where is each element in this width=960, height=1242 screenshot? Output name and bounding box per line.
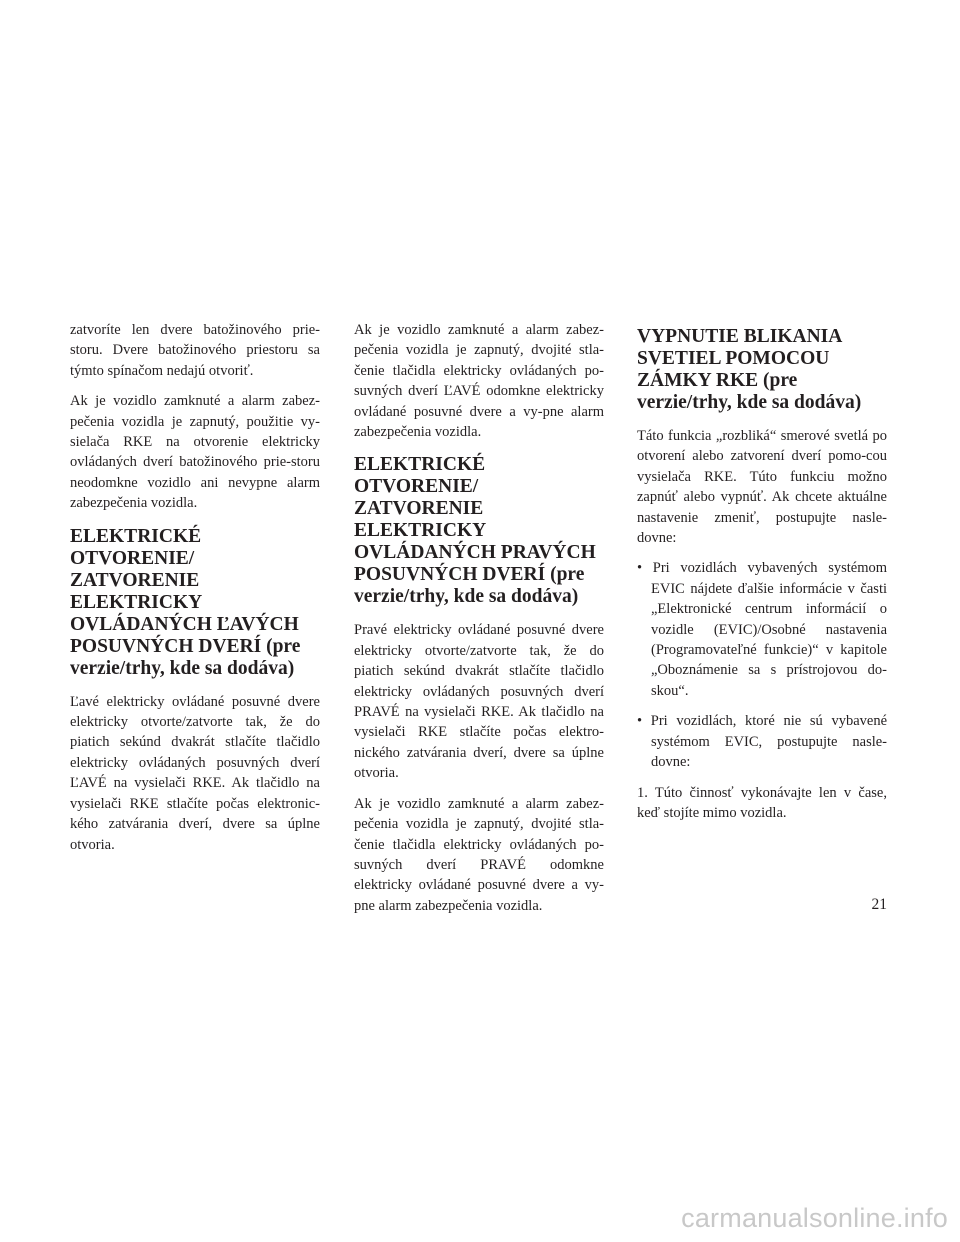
paragraph: Ak je vozidlo zamknuté a alarm zabez-pečenia vozidla je zapnutý, použitie vy-sielača RKE na otvorenie elektricky ovládaných dverí batožinového prie-storu neodomkne vozidlo ani nevypne alarm zabezpečenia vozidla. (70, 393, 320, 512)
watermark: carmanualsonline.info (681, 1203, 948, 1233)
bullet-marker: • (637, 560, 643, 577)
paragraph: Ľavé elektricky ovládané posuvné dvere elektricky otvorte/zatvorte tak, že do piatich sekúnd dvakrát stlačíte tlačidlo elektricky ovládaných posuvných dverí ĽAVÉ na vysielači RKE. Ak tlačidlo na vysielači RKE stlačíte počas elektronic-kého zatvárania dverí, dvere sa úplne otvoria. (70, 693, 320, 853)
paragraph: Táto funkcia „rozbliká“ smerové svetlá po otvorení alebo zatvorení dverí pomo-cou vysielača RKE. Túto funkciu možno zapnúť alebo vypnúť. Ak chcete aktuálne nastavenie zmeniť, postupujte nasle-dovne: (637, 428, 887, 547)
numbered-step: 1. Túto činnosť vykonávajte len v čase, keď stojíte mimo vozidla. (637, 784, 887, 821)
section-heading: ELEKTRICKÉ OTVORENIE/ ZATVORENIE ELEKTRICKY OVLÁDANÝCH PRAVÝCH POSUVNÝCH DVERÍ (pre verzie/trhy, kde sa dodáva) (354, 454, 596, 608)
paragraph: zatvoríte len dvere batožinového prie-storu. Dvere batožinového priestoru sa týmto spínačom nedajú otvoriť. (70, 322, 320, 379)
section-heading: VYPNUTIE BLIKANIA SVETIEL POMOCOU ZÁMKY RKE (pre verzie/trhy, kde sa dodáva) (637, 326, 862, 413)
bullet-marker: • (637, 713, 643, 730)
paragraph: Pravé elektricky ovládané posuvné dvere elektricky otvorte/zatvorte tak, že do piatich sekúnd dvakrát stlačíte tlačidlo elektricky ovládaných posuvných dverí PRAVÉ na vysielači RKE. Ak tlačidlo na vysielači RKE stlačíte počas elektro-nického zatvárania dverí, dvere sa úplne otvoria. (354, 622, 604, 782)
paragraph: Ak je vozidlo zamknuté a alarm zabez-pečenia vozidla je zapnutý, dvojité stla-čenie tlačidla elektricky ovládaných po-suvných dverí ĽAVÉ odomkne elektricky ovládané posuvné dvere a vy-pne alarm zabezpečenia vozidla. (354, 322, 604, 441)
column-left (70, 320, 320, 865)
page-number: 21 (871, 896, 887, 913)
section-heading: ELEKTRICKÉ OTVORENIE/ ZATVORENIE ELEKTRICKY OVLÁDANÝCH ĽAVÝCH POSUVNÝCH DVERÍ (pre verzie/trhy, kde sa dodáva) (70, 525, 301, 679)
bullet-text: Pri vozidlách, ktoré nie sú vybavené systémom EVIC, postupujte nasle-dovne: (650, 713, 888, 771)
column-right (637, 320, 887, 833)
paragraph: Ak je vozidlo zamknuté a alarm zabez-pečenia vozidla je zapnutý, dvojité stla-čenie tlačidla elektricky ovládaných po-suvných dverí PRAVÉ odomkne elektricky ovládané posuvné dvere a vy-pne alarm zabezpečenia vozidla. (354, 795, 604, 914)
bullet-item (637, 558, 887, 701)
bullet-text: Pri vozidlách vybavených systémom EVIC nájdete ďalšie informácie v časti „Elektronické centrum informácií o vozidle (EVIC)/Osobné nastavenia (Programovateľné funkcie)“ v kapitole „Oboznámenie sa s prístrojovou do-skou“. (651, 560, 888, 699)
bullet-item (637, 711, 887, 772)
column-middle (354, 320, 604, 926)
